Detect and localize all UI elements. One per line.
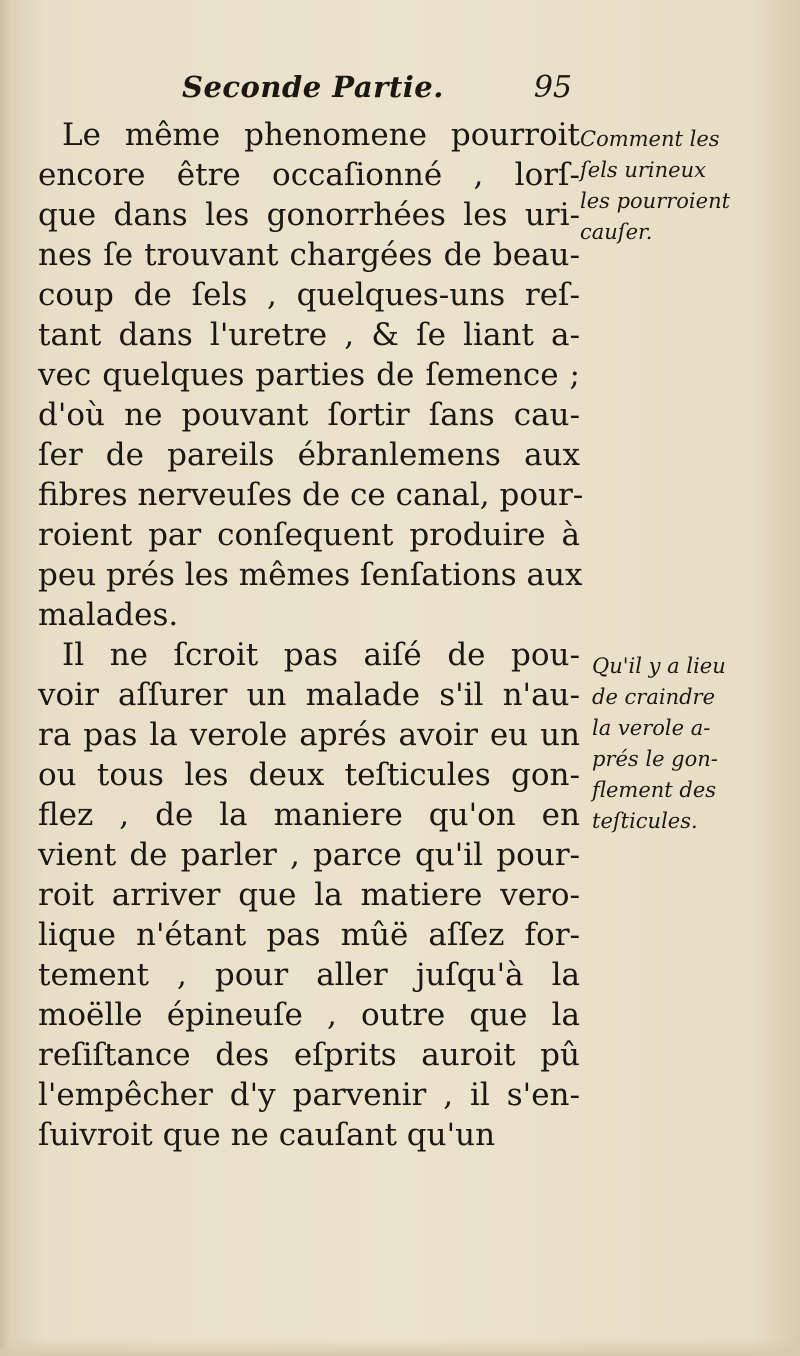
body-text xyxy=(38,115,584,1155)
margin-note-line: teſticules. xyxy=(592,809,698,833)
text-line: voir aſſurer un malade s'il n'au- xyxy=(38,677,580,713)
text-line: vec quelques parties de ſemence ; xyxy=(38,357,580,393)
margin-note-line: la verole a- xyxy=(592,716,711,740)
margin-note-urinary-salts xyxy=(580,124,762,248)
running-head xyxy=(182,70,574,114)
page-edge-shadow-bottom xyxy=(0,1338,800,1356)
text-line: roit arriver que la matiere vero- xyxy=(38,877,580,913)
margin-note-verole xyxy=(592,651,762,837)
text-line: que dans les gonorrhées les uri- xyxy=(38,197,580,233)
text-line: moëlle épineuſe , outre que la xyxy=(38,997,580,1033)
margin-note-line: cauſer. xyxy=(580,220,653,244)
text-line: Il ne ſcroit pas aiſé de pou- xyxy=(62,637,580,673)
text-line: l'empêcher d'y parvenir , il s'en- xyxy=(38,1077,580,1113)
text-line: ſuivroit que ne cauſant qu'un xyxy=(38,1117,496,1153)
text-line: reſiſtance des eſprits auroit pû xyxy=(38,1037,580,1073)
text-line: ra pas la verole aprés avoir eu un xyxy=(38,717,580,753)
text-line: malades. xyxy=(38,597,179,633)
text-line: d'où ne pouvant ſortir ſans cau- xyxy=(38,397,580,433)
text-line: ſer de pareils ébranlemens aux xyxy=(38,437,580,473)
margin-note-line: ſels urineux xyxy=(580,158,706,182)
text-line: tement , pour aller juſqu'à la xyxy=(38,957,580,993)
margin-note-line: Comment les xyxy=(580,127,720,151)
text-line: ou tous les deux teſticules gon- xyxy=(38,757,580,793)
text-line: peu prés les mêmes ſenſations aux xyxy=(38,557,583,593)
text-line: roient par conſequent produire à xyxy=(38,517,580,553)
margin-note-line: de craindre xyxy=(592,685,716,709)
text-line: lique n'étant pas mûë aſſez for- xyxy=(38,917,580,953)
text-line: Le même phenomene pourroit xyxy=(62,117,580,153)
running-title: Seconde Partie. xyxy=(182,70,444,104)
page-number: 95 xyxy=(533,70,572,105)
text-line: encore être occaſionné , lorſ- xyxy=(38,157,580,193)
text-line: tant dans l'uretre , & ſe liant a- xyxy=(38,317,580,353)
text-line: coup de ſels , quelques-uns reſ- xyxy=(38,277,580,313)
text-line: vient de parler , parce qu'il pour- xyxy=(38,837,580,873)
margin-note-line: prés le gon- xyxy=(592,747,718,771)
page-edge-shadow-left xyxy=(0,0,10,1356)
margin-note-line: les pourroient xyxy=(580,189,731,213)
text-line: flez , de la maniere qu'on en xyxy=(38,797,580,833)
text-line: nes ſe trouvant chargées de beau- xyxy=(38,237,580,273)
text-line: fibres nerveuſes de ce canal, pour- xyxy=(38,477,584,513)
margin-note-line: flement des xyxy=(592,778,717,802)
margin-note-line: Qu'il y a lieu xyxy=(592,654,726,678)
